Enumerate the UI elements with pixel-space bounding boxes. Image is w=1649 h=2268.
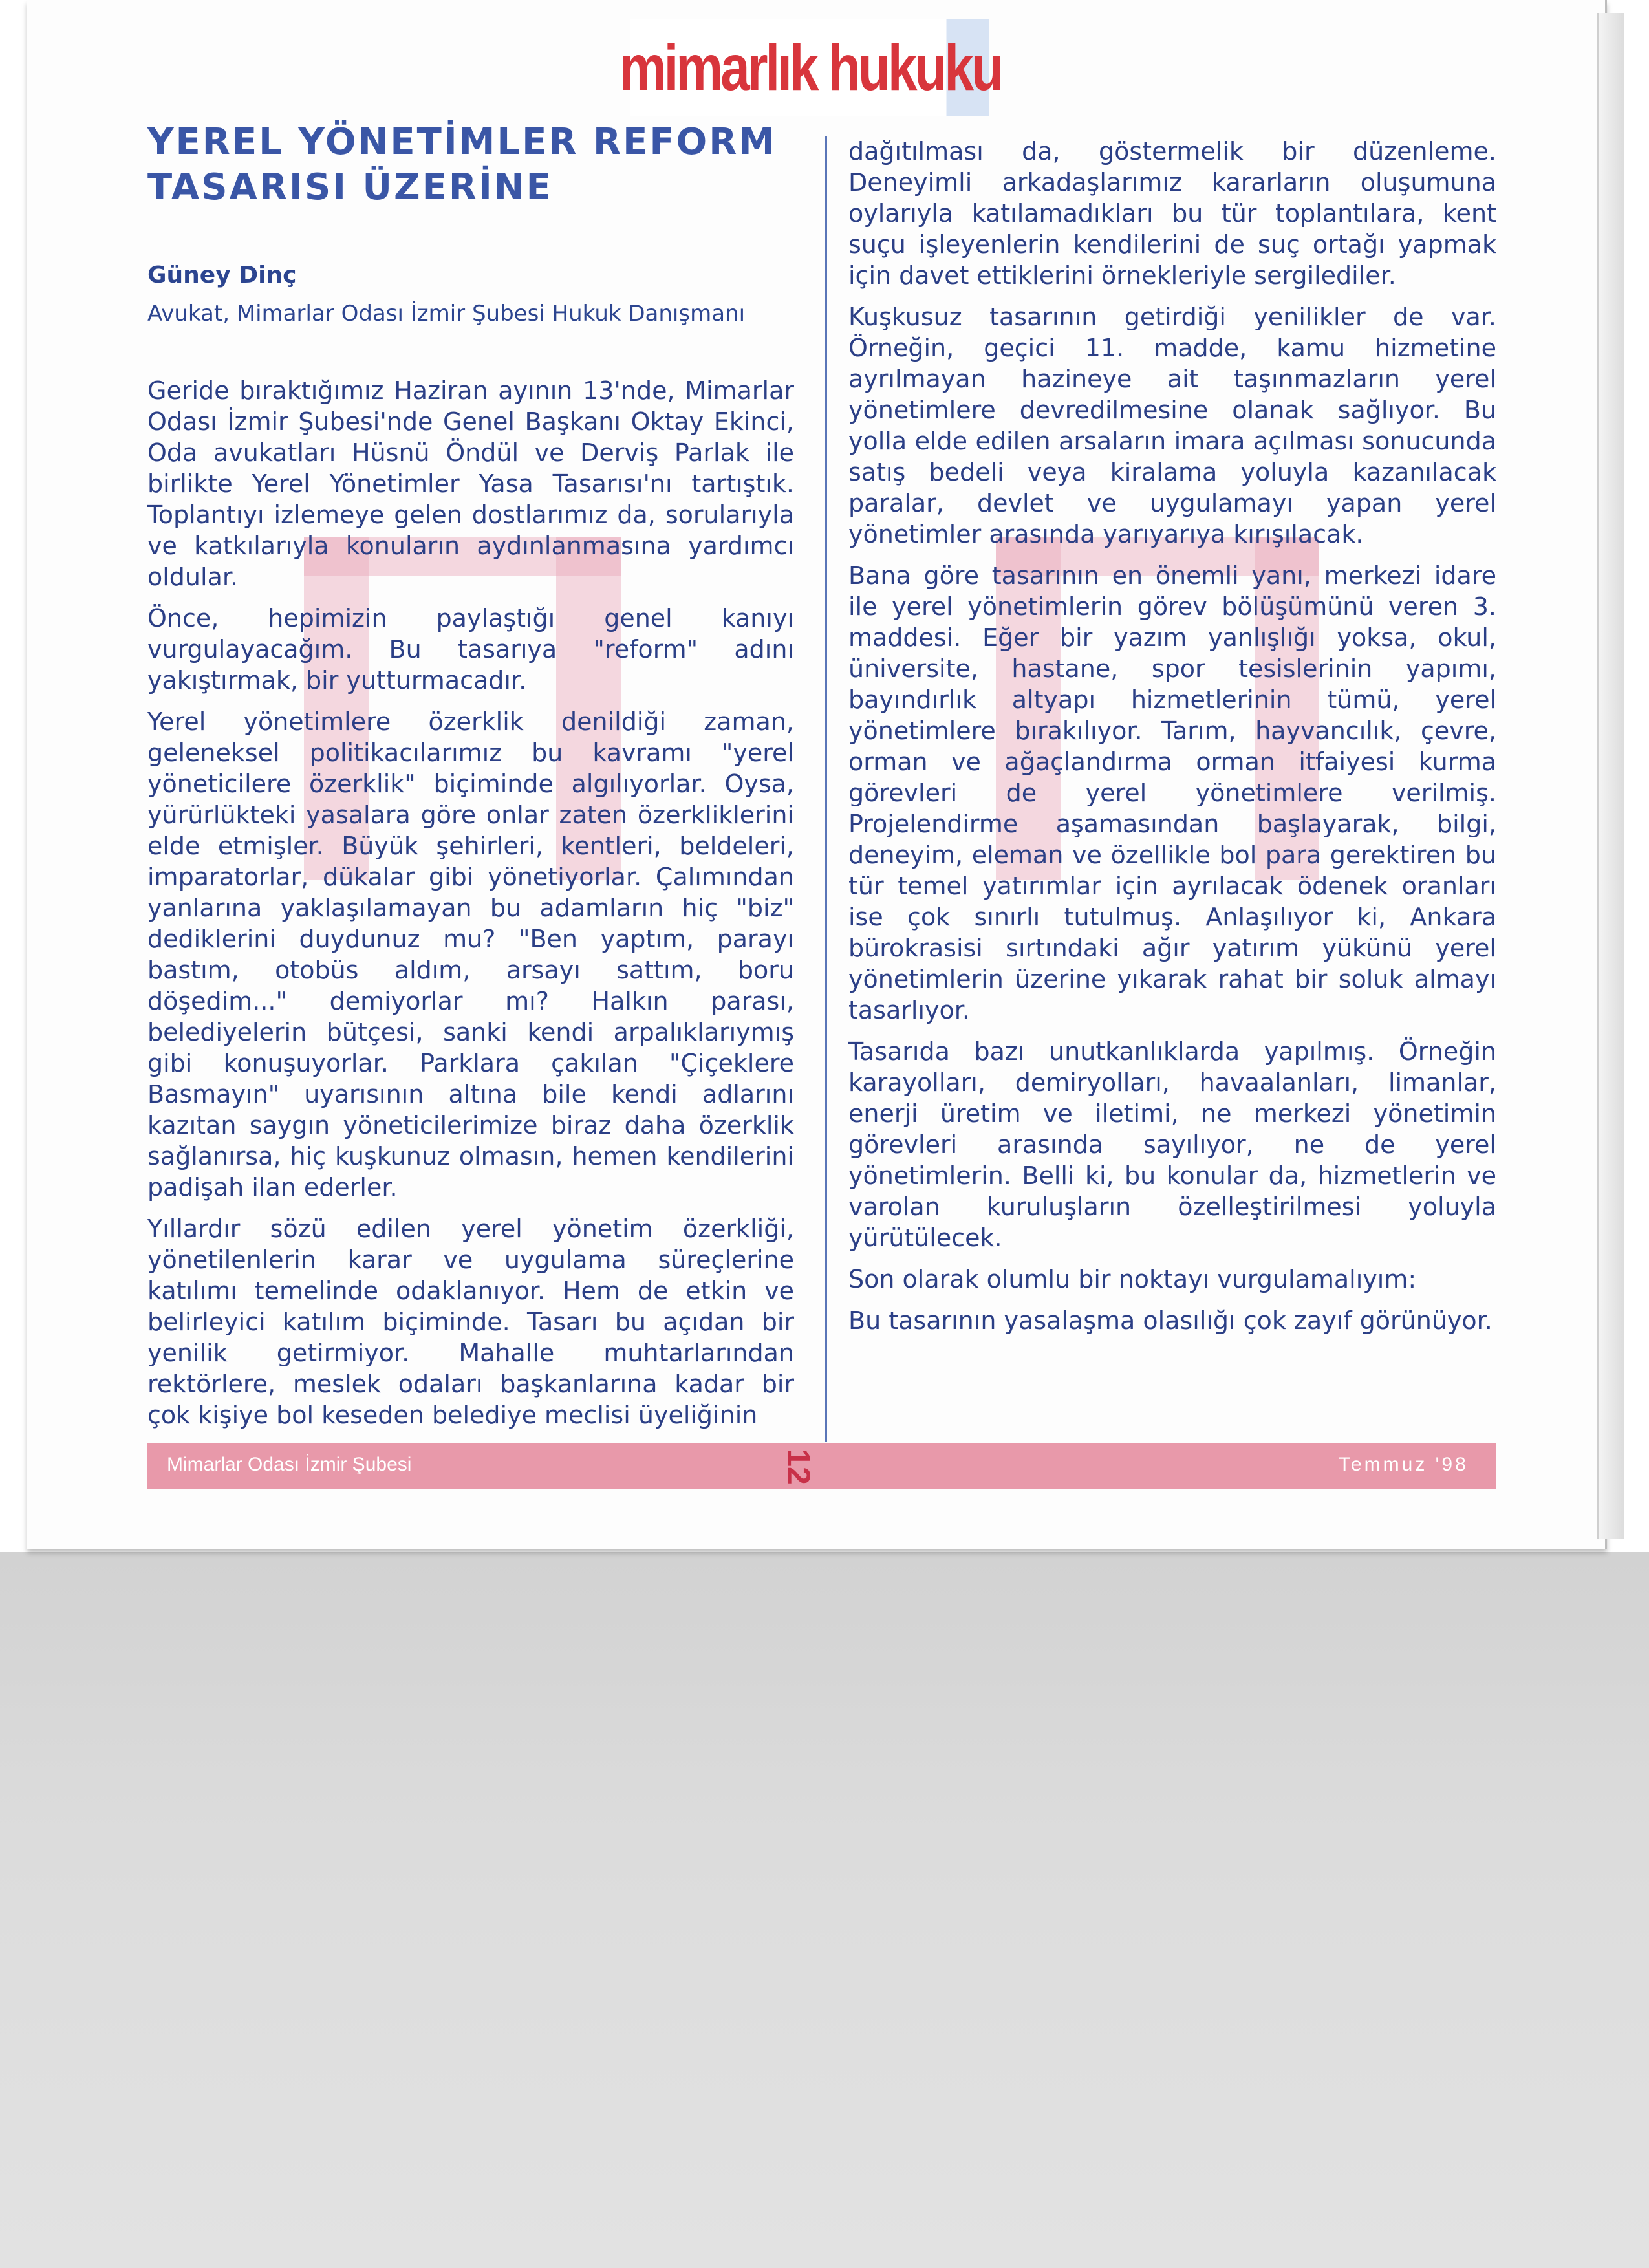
column-divider [825, 136, 827, 1442]
right-column [848, 136, 1496, 1346]
body-paragraph: Bu tasarının yasalaşma olasılığı çok zayıf görünüyor. [848, 1306, 1493, 1335]
body-paragraph: Yerel yönetimlere özerklik denildiği zaman, geleneksel politikacılarımız bu kavramı "yerel yöneticilere özerklik" biçiminde algılıyorlar. Oysa, yürürlükteki yasalara göre onlar zaten özerkliklerini elde etmişler. Büyük şehirleri, kentleri, beldeleri, imparatorlar, dükalar gibi yönetiyorlar. Çalımından yanlarına yaklaşılamayan bu adamların hiç "biz" dediklerini duydunuz mu? "Ben yaptım, parayı bastım, otobüs aldım, arsayı sattım, boru döşedim..." demiyorlar mı? Halkın parası, belediyelerin bütçesi, sanki kendi arpalıklarıymış gibi konuşuyorlar. Parklara çakılan "Çiçeklere Basmayın" uyarısının altına bile kendi adlarını kazıtan saygın yöneticilerimize biraz daha özerklik sağlanırsa, hiç kuşkunuz olmasın, hemen kendilerini padişah ilan ederler. [147, 707, 794, 1202]
page-edge [1597, 13, 1624, 1539]
body-paragraph: Son olarak olumlu bir noktayı vurgulamalıyım: [848, 1265, 1417, 1293]
body-paragraph: dağıtılması da, göstermelik bir düzenleme. Deneyimli arkadaşlarımız kararların oluşumuna oylarıyla katılamadıkları bu tür toplantılara, kent suçu işleyenlerin kendilerini de suç ortağı yapmak için davet ettiklerini örnekleriyle sergilediler. [848, 137, 1496, 290]
author-affiliation: Avukat, Mimarlar Odası İzmir Şubesi Hukuk Danışmanı [147, 301, 746, 327]
article-title-line2: TASARISI ÜZERİNE [147, 166, 553, 208]
body-paragraph: Geride bıraktığımız Haziran ayının 13'nde, Mimarlar Odası İzmir Şubesi'nde Genel Başkanı Oktay Ekinci, Oda avukatları Hüsnü Öndül ve Derviş Parlak ile birlikte Yerel Yönetimler Yasa Tasarısı'nı tartıştık. Toplantıyı izlemeye gelen dostlarımız da, sorularıyla ve katkılarıyla konuların aydınlanmasına yardımcı oldular. [147, 376, 794, 591]
body-paragraph: Bana göre tasarının en önemli yanı, merkezi idare ile yerel yönetimlerin görev bölüşümünü veren 3. maddesi. Eğer bir yazım yanlışlığı yoksa, okul, üniversite, hastane, spor tesislerinin yapımı, bayındırlık altyapı hizmetlerinin tümü, yerel yönetimlere bırakılıyor. Tarım, hayvancılık, çevre, orman ve ağaçlandırma orman itfaiyesi kurma görevleri de yerel yönetimlere verilmiş. Projelendirme aşamasından başlayarak, bilgi, deneyim, eleman ve özellikle bol para gerektiren bu tür temel yatırımlar için ayrılacak ödenek oranları ise çok sınırlı tutulmuş. Anlaşılıyor ki, Ankara bürokrasisi sırtındaki ağır yatırım yükünü yerel yönetimlerin üzerine yıkarak rahat bir soluk almayı tasarlıyor. [848, 561, 1496, 1024]
article-title-line1: YEREL YÖNETİMLER REFORM [147, 121, 777, 163]
footer-date: Temmuz '98 [1339, 1454, 1469, 1475]
body-paragraph: Yıllardır sözü edilen yerel yönetim özerkliği, yönetilenlerin karar ve uygulama süreçlerine katılımı temelinde odaklanıyor. Hem de etkin ve belirleyici katılım biçiminde. Tasarı bu açıdan bir yenilik getirmiyor. Mahalle muhtarlarından rektörlere, meslek odaları başkanlarına kadar bir çok kişiye bol keseden belediye meclisi üyeliğinin [147, 1215, 794, 1429]
scanner-background [0, 1552, 1649, 2268]
article-title [147, 120, 826, 210]
body-paragraph: Kuşkusuz tasarının getirdiği yenilikler de var. Örneğin, geçici 11. madde, kamu hizmetine ayrılmayan hazineye ait taşınmazların yerel yönetimlere devredilmesine olanak sağlıyor. Bu yolla elde edilen arsaların imara açılması sonucunda satış bedeli veya kiralama yoluyla kazanılacak paralar, devlet ve uygulamayı yapan yerel yönetimler arasında yarıyarıya kırışılacak. [848, 303, 1496, 548]
left-column [147, 375, 794, 1441]
body-paragraph: Tasarıda bazı unutkanlıklarda yapılmış. Örneğin karayolları, demiryolları, havaalanları, limanlar, enerji üretim ve iletimi, ne merkezi yönetimin görevleri arasında sayılıyor, ne de yerel yönetimlerin. Belli ki, bu konular da, hizmetlerin ve varolan kuruluşların özelleştirilmesi yoluyla yürütülecek. [848, 1037, 1496, 1252]
section-title: mimarlık hukuku [619, 31, 1001, 104]
page-number: 12 [781, 1449, 817, 1485]
footer-publisher: Mimarlar Odası İzmir Şubesi [167, 1454, 412, 1475]
author-name: Güney Dinç [147, 262, 297, 288]
body-paragraph: Önce, hepimizin paylaştığı genel kanıyı vurgulayacağım. Bu tasarıya "reform" adını yakıştırmak, bir yutturmacadır. [147, 604, 794, 695]
section-header [619, 19, 1001, 116]
